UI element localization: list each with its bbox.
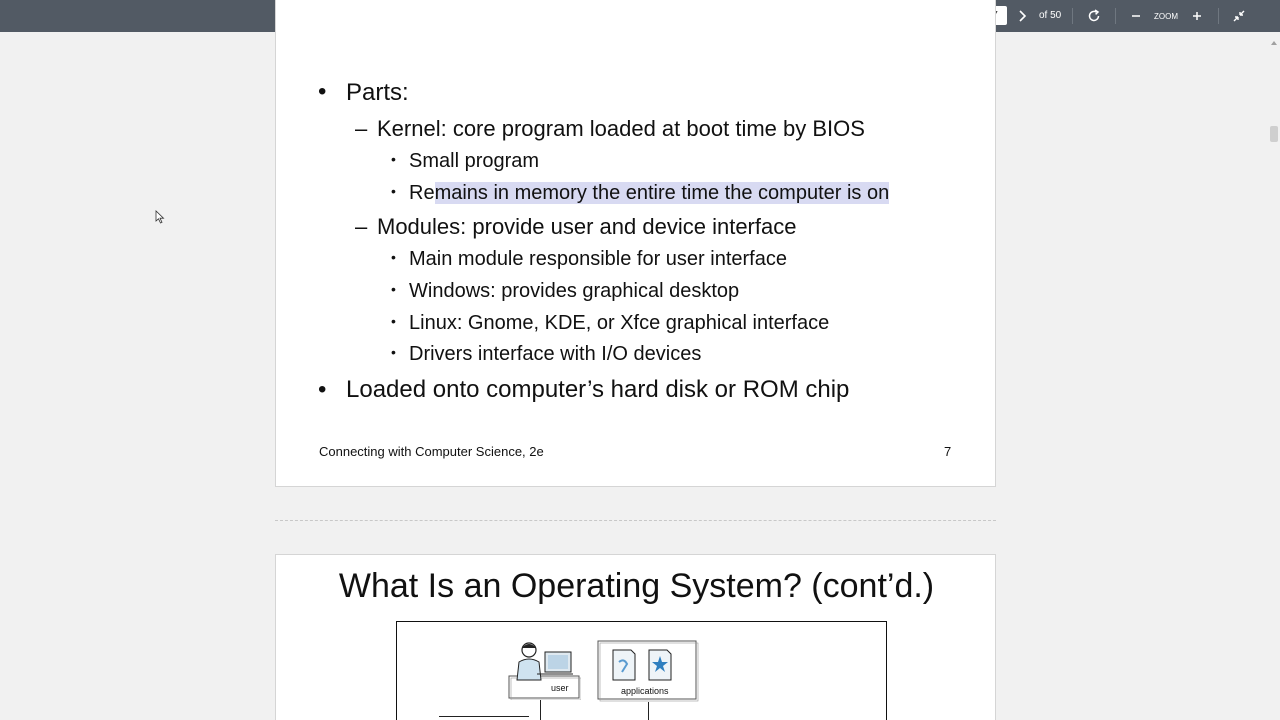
scroll-up-arrow[interactable]	[1270, 34, 1278, 42]
bullet-windows: Windows: provides graphical desktop	[409, 280, 740, 302]
bullet-dash: –	[355, 214, 368, 239]
bullet-main-module: Main module responsible for user interface	[409, 248, 787, 270]
applications-box	[597, 640, 699, 702]
mouse-cursor-icon	[155, 210, 165, 224]
bullet-loaded: Loaded onto computer’s hard disk or ROM chip	[346, 376, 850, 403]
connector-line	[540, 700, 541, 720]
pdf-page-8	[275, 554, 996, 720]
scrollbar-thumb[interactable]	[1270, 126, 1278, 142]
exit-fullscreen-icon[interactable]	[1229, 6, 1249, 26]
bullet-dot: •	[391, 313, 396, 329]
partial-box	[439, 716, 529, 717]
slide-title: What Is an Operating System? (cont’d.)	[338, 567, 935, 605]
user-label: user	[551, 683, 569, 693]
bullet-dot: •	[391, 281, 396, 297]
connector-line	[648, 702, 649, 720]
bullet-small-program: Small program	[409, 150, 540, 172]
bullet-remains	[409, 182, 889, 205]
toolbar-divider	[1218, 8, 1219, 24]
bullet-dot: •	[391, 344, 396, 360]
pdf-page-7	[275, 0, 996, 487]
bullet-dot: •	[318, 78, 327, 105]
footer-book-title: Connecting with Computer Science, 2e	[319, 444, 544, 459]
next-page-icon[interactable]	[1012, 6, 1032, 26]
bullet-dash: –	[355, 116, 368, 141]
bullet-modules: Modules: provide user and device interface	[377, 214, 797, 239]
bullet-parts: Parts:	[346, 79, 409, 106]
bullet-dot: •	[391, 151, 396, 167]
rotate-icon[interactable]	[1084, 6, 1104, 26]
cut-off-title	[516, 0, 525, 20]
zoom-out-icon[interactable]	[1126, 6, 1146, 26]
bullet-remains-start: Re	[409, 182, 435, 204]
toolbar-divider	[1072, 8, 1073, 24]
selected-text-highlight[interactable]: mains in memory the entire time the computer is on	[434, 182, 890, 204]
bullet-linux: Linux: Gnome, KDE, or Xfce graphical interface	[409, 312, 830, 334]
footer-page-number: 7	[944, 444, 952, 459]
bullet-drivers: Drivers interface with I/O devices	[409, 343, 702, 365]
os-diagram	[396, 621, 887, 720]
page-total: of 50	[1039, 10, 1062, 21]
zoom-label: ZOOM	[1154, 12, 1178, 21]
applications-label: applications	[621, 686, 669, 696]
zoom-in-icon[interactable]	[1187, 6, 1207, 26]
bullet-kernel: Kernel: core program loaded at boot time by BIOS	[377, 116, 865, 141]
bullet-dot: •	[391, 183, 396, 199]
user-box	[507, 640, 581, 700]
toolbar-divider	[1115, 8, 1116, 24]
bullet-dot: •	[391, 249, 396, 265]
page-divider	[275, 520, 996, 521]
bullet-dot: •	[318, 376, 327, 403]
